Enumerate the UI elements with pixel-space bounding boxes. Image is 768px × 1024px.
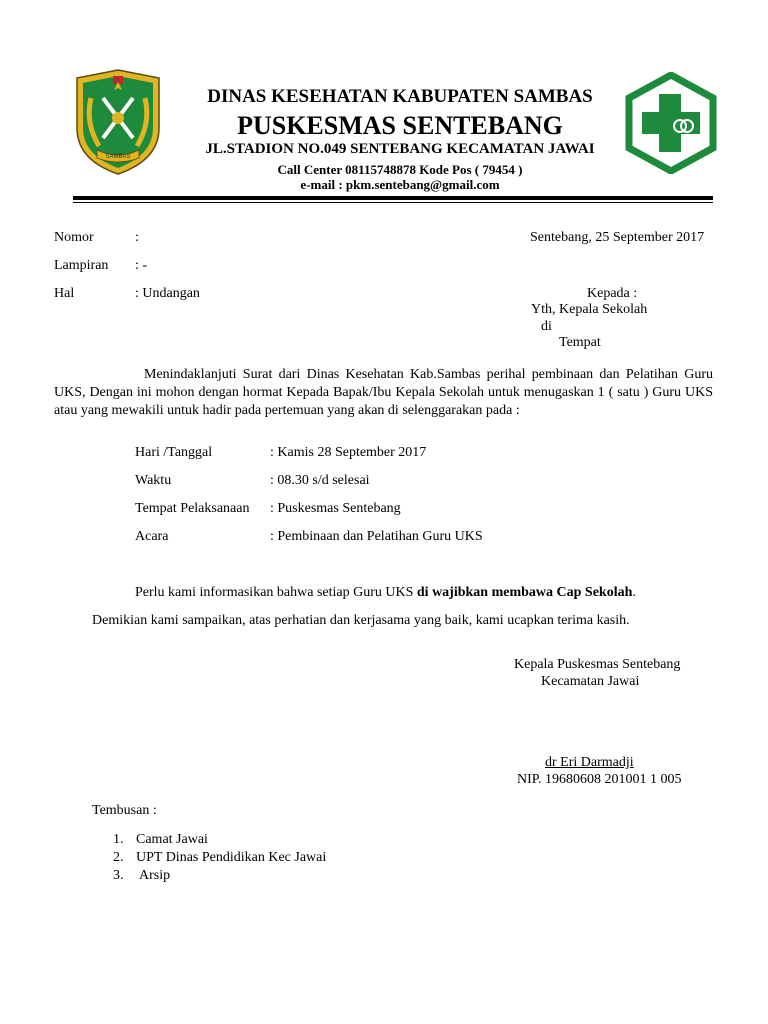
signature-title2: Kecamatan Jawai	[541, 674, 640, 689]
detail-value-time: : 08.30 s/d selesai	[270, 473, 370, 488]
tembusan-num-3: 3.	[113, 868, 124, 883]
tembusan-item-3: Arsip	[139, 868, 171, 883]
letterhead-rule-thin	[73, 202, 713, 203]
lampiran-label: Lampiran	[54, 258, 109, 273]
tembusan-label: Tembusan :	[92, 803, 157, 818]
tembusan-num-2: 2.	[113, 850, 124, 865]
hal-label: Hal	[54, 286, 75, 301]
tembusan-item-2: UPT Dinas Pendidikan Kec Jawai	[136, 850, 327, 865]
body-paragraph-text: Menindaklanjuti Surat dari Dinas Kesehatan Kab.Sambas perihal pembinaan dan Pelatihan Guru UKS, Dengan ini mohon dengan hormat Kepada Bapak/Ibu Kepala Sekolah untuk menugaskan 1 ( satu ) Guru UKS atau yang mewakili untuk hadir pada pertemuan yang akan di selenggarakan pada :	[54, 367, 713, 418]
signature-nip: NIP. 19680608 201001 1 005	[517, 772, 682, 787]
info-sentence	[135, 584, 636, 601]
puskesmas-cross-logo-icon	[625, 72, 717, 174]
detail-value-agenda: : Pembinaan dan Pelatihan Guru UKS	[270, 529, 483, 544]
closing-sentence: Demikian kami sampaikan, atas perhatian dan kerjasama yang baik, kami ucapkan terima kasih.	[92, 613, 630, 628]
recipient-line3: Tempat	[559, 335, 601, 350]
sambas-regency-emblem-icon	[73, 68, 163, 176]
place-date: Sentebang, 25 September 2017	[530, 230, 705, 245]
detail-label-place: Tempat Pelaksanaan	[135, 501, 250, 516]
address-line: JL.STADION NO.049 SENTEBANG KECAMATAN JAWAI	[205, 141, 595, 157]
detail-value-place: : Puskesmas Sentebang	[270, 501, 401, 516]
tembusan-item-1: Camat Jawai	[136, 832, 208, 847]
detail-label-date: Hari /Tanggal	[135, 445, 213, 460]
signature-name: dr Eri Darmadji	[545, 755, 634, 770]
hal-value: : Undangan	[135, 286, 200, 301]
lampiran-value: : -	[135, 258, 148, 273]
letterhead-rule	[73, 196, 713, 200]
email-line: e-mail : pkm.sentebang@gmail.com	[300, 177, 500, 192]
puskesmas-name: PUSKESMAS SENTEBANG	[237, 111, 563, 140]
nomor-label: Nomor	[54, 230, 94, 245]
detail-label-agenda: Acara	[135, 529, 169, 544]
agency-name: DINAS KESEHATAN KABUPATEN SAMBAS	[207, 86, 593, 107]
signature-title1: Kepala Puskesmas Sentebang	[514, 657, 681, 672]
info-prefix: Perlu kami informasikan bahwa setiap Guru UKS	[135, 585, 417, 600]
info-emphasis: di wajibkan membawa Cap Sekolah	[416, 585, 633, 600]
call-center-line: Call Center 08115748878 Kode Pos ( 79454 )	[277, 162, 523, 177]
recipient-line1: Yth, Kepala Sekolah	[531, 302, 648, 317]
info-suffix: .	[632, 585, 636, 600]
tembusan-num-1: 1.	[113, 832, 124, 847]
detail-label-time: Waktu	[135, 473, 172, 488]
emblem-ribbon-text: SAMBAS	[105, 154, 131, 160]
body-paragraph	[54, 366, 713, 420]
nomor-value: :	[135, 230, 139, 245]
detail-value-date: : Kamis 28 September 2017	[270, 445, 427, 460]
recipient-line2: di	[541, 319, 552, 334]
recipient-kepada: Kepada :	[587, 286, 638, 301]
